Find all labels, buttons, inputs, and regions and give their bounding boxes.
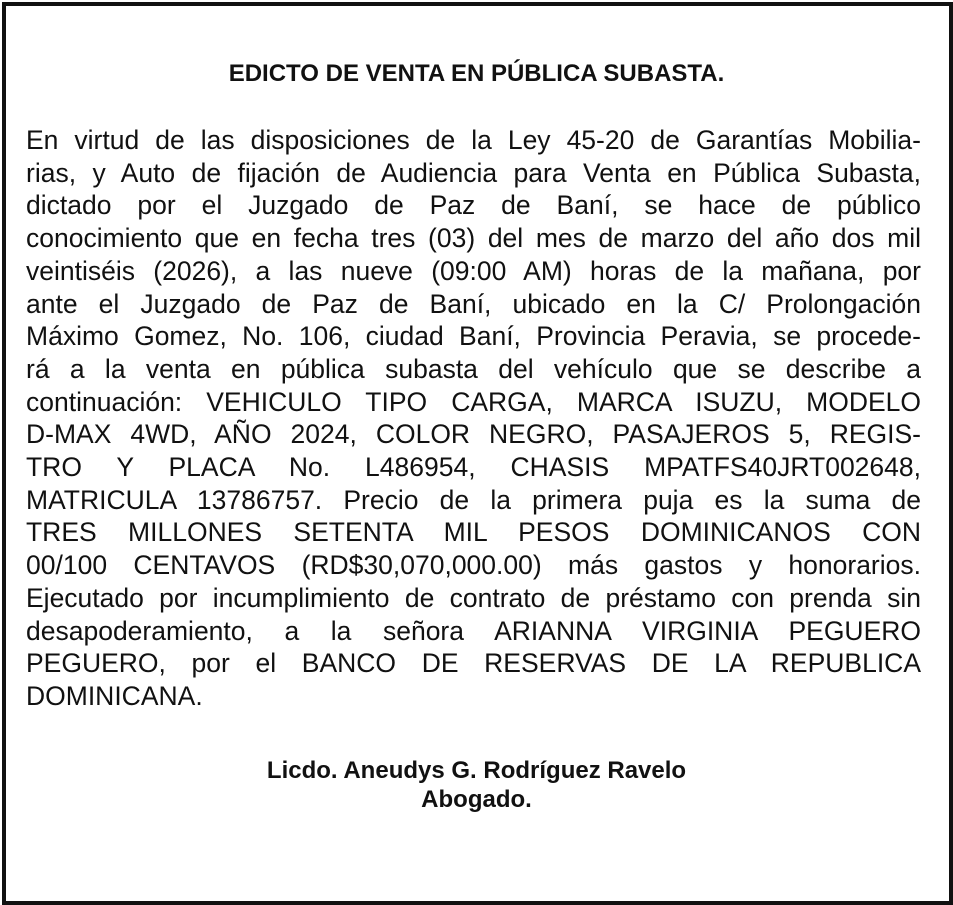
body-line-6: ante el Juzgado de Paz de Baní, ubicado en la C/ Prolongación xyxy=(26,288,921,319)
body-line-9: continuación: VEHICULO TIPO CARGA, MARCA ISUZU, MODELO xyxy=(26,386,921,417)
notice-title: EDICTO DE VENTA EN PÚBLICA SUBASTA. xyxy=(228,60,725,87)
body-line-1: En virtud de las disposiciones de la Ley 45-20 de Garantías Mobilia- xyxy=(26,125,921,155)
body-line-2: rias, y Auto de fijación de Audiencia para Venta en Pública Subasta, xyxy=(26,157,921,188)
body-line-15: Ejecutado por incumplimiento de contrato de préstamo con prenda sin xyxy=(26,582,921,613)
body-line-11: TRO Y PLACA No. L486954, CHASIS MPATFS40JRT002648, xyxy=(26,452,921,483)
signature-block xyxy=(0,756,953,814)
body-line-5: veintiséis (2026), a las nueve (09:00 AM) horas de la mañana, por xyxy=(26,255,921,286)
body-line-17: PEGUERO, por el BANCO DE RESERVAS DE LA REPUBLICA xyxy=(26,648,921,679)
body-line-14: 00/100 CENTAVOS (RD$30,070,000.00) más gastos y honorarios. xyxy=(26,550,921,581)
signature-name: Licdo. Aneudys G. Rodríguez Ravelo xyxy=(266,757,687,784)
body-line-13: TRES MILLONES SETENTA MIL PESOS DOMINICANOS CON xyxy=(26,517,921,548)
body-line-3: dictado por el Juzgado de Paz de Baní, se hace de público xyxy=(26,190,921,221)
body-line-4: conocimiento que en fecha tres (03) del mes de marzo del año dos mil xyxy=(26,223,921,254)
body-line-18: DOMINICANA. xyxy=(26,680,203,711)
signature-role: Abogado. xyxy=(421,786,532,813)
body-line-10: D-MAX 4WD, AÑO 2024, COLOR NEGRO, PASAJEROS 5, REGIS- xyxy=(26,419,921,450)
body-line-16: desapoderamiento, a la señora ARIANNA VIRGINIA PEGUERO xyxy=(26,615,921,646)
notice-body xyxy=(26,124,921,713)
body-line-8: rá a la venta en pública subasta del vehículo que se describe a xyxy=(26,353,921,384)
body-line-7: Máximo Gomez, No. 106, ciudad Baní, Provincia Peravia, se procede- xyxy=(26,321,921,352)
body-line-12: MATRICULA 13786757. Precio de la primera puja es la suma de xyxy=(26,484,921,515)
